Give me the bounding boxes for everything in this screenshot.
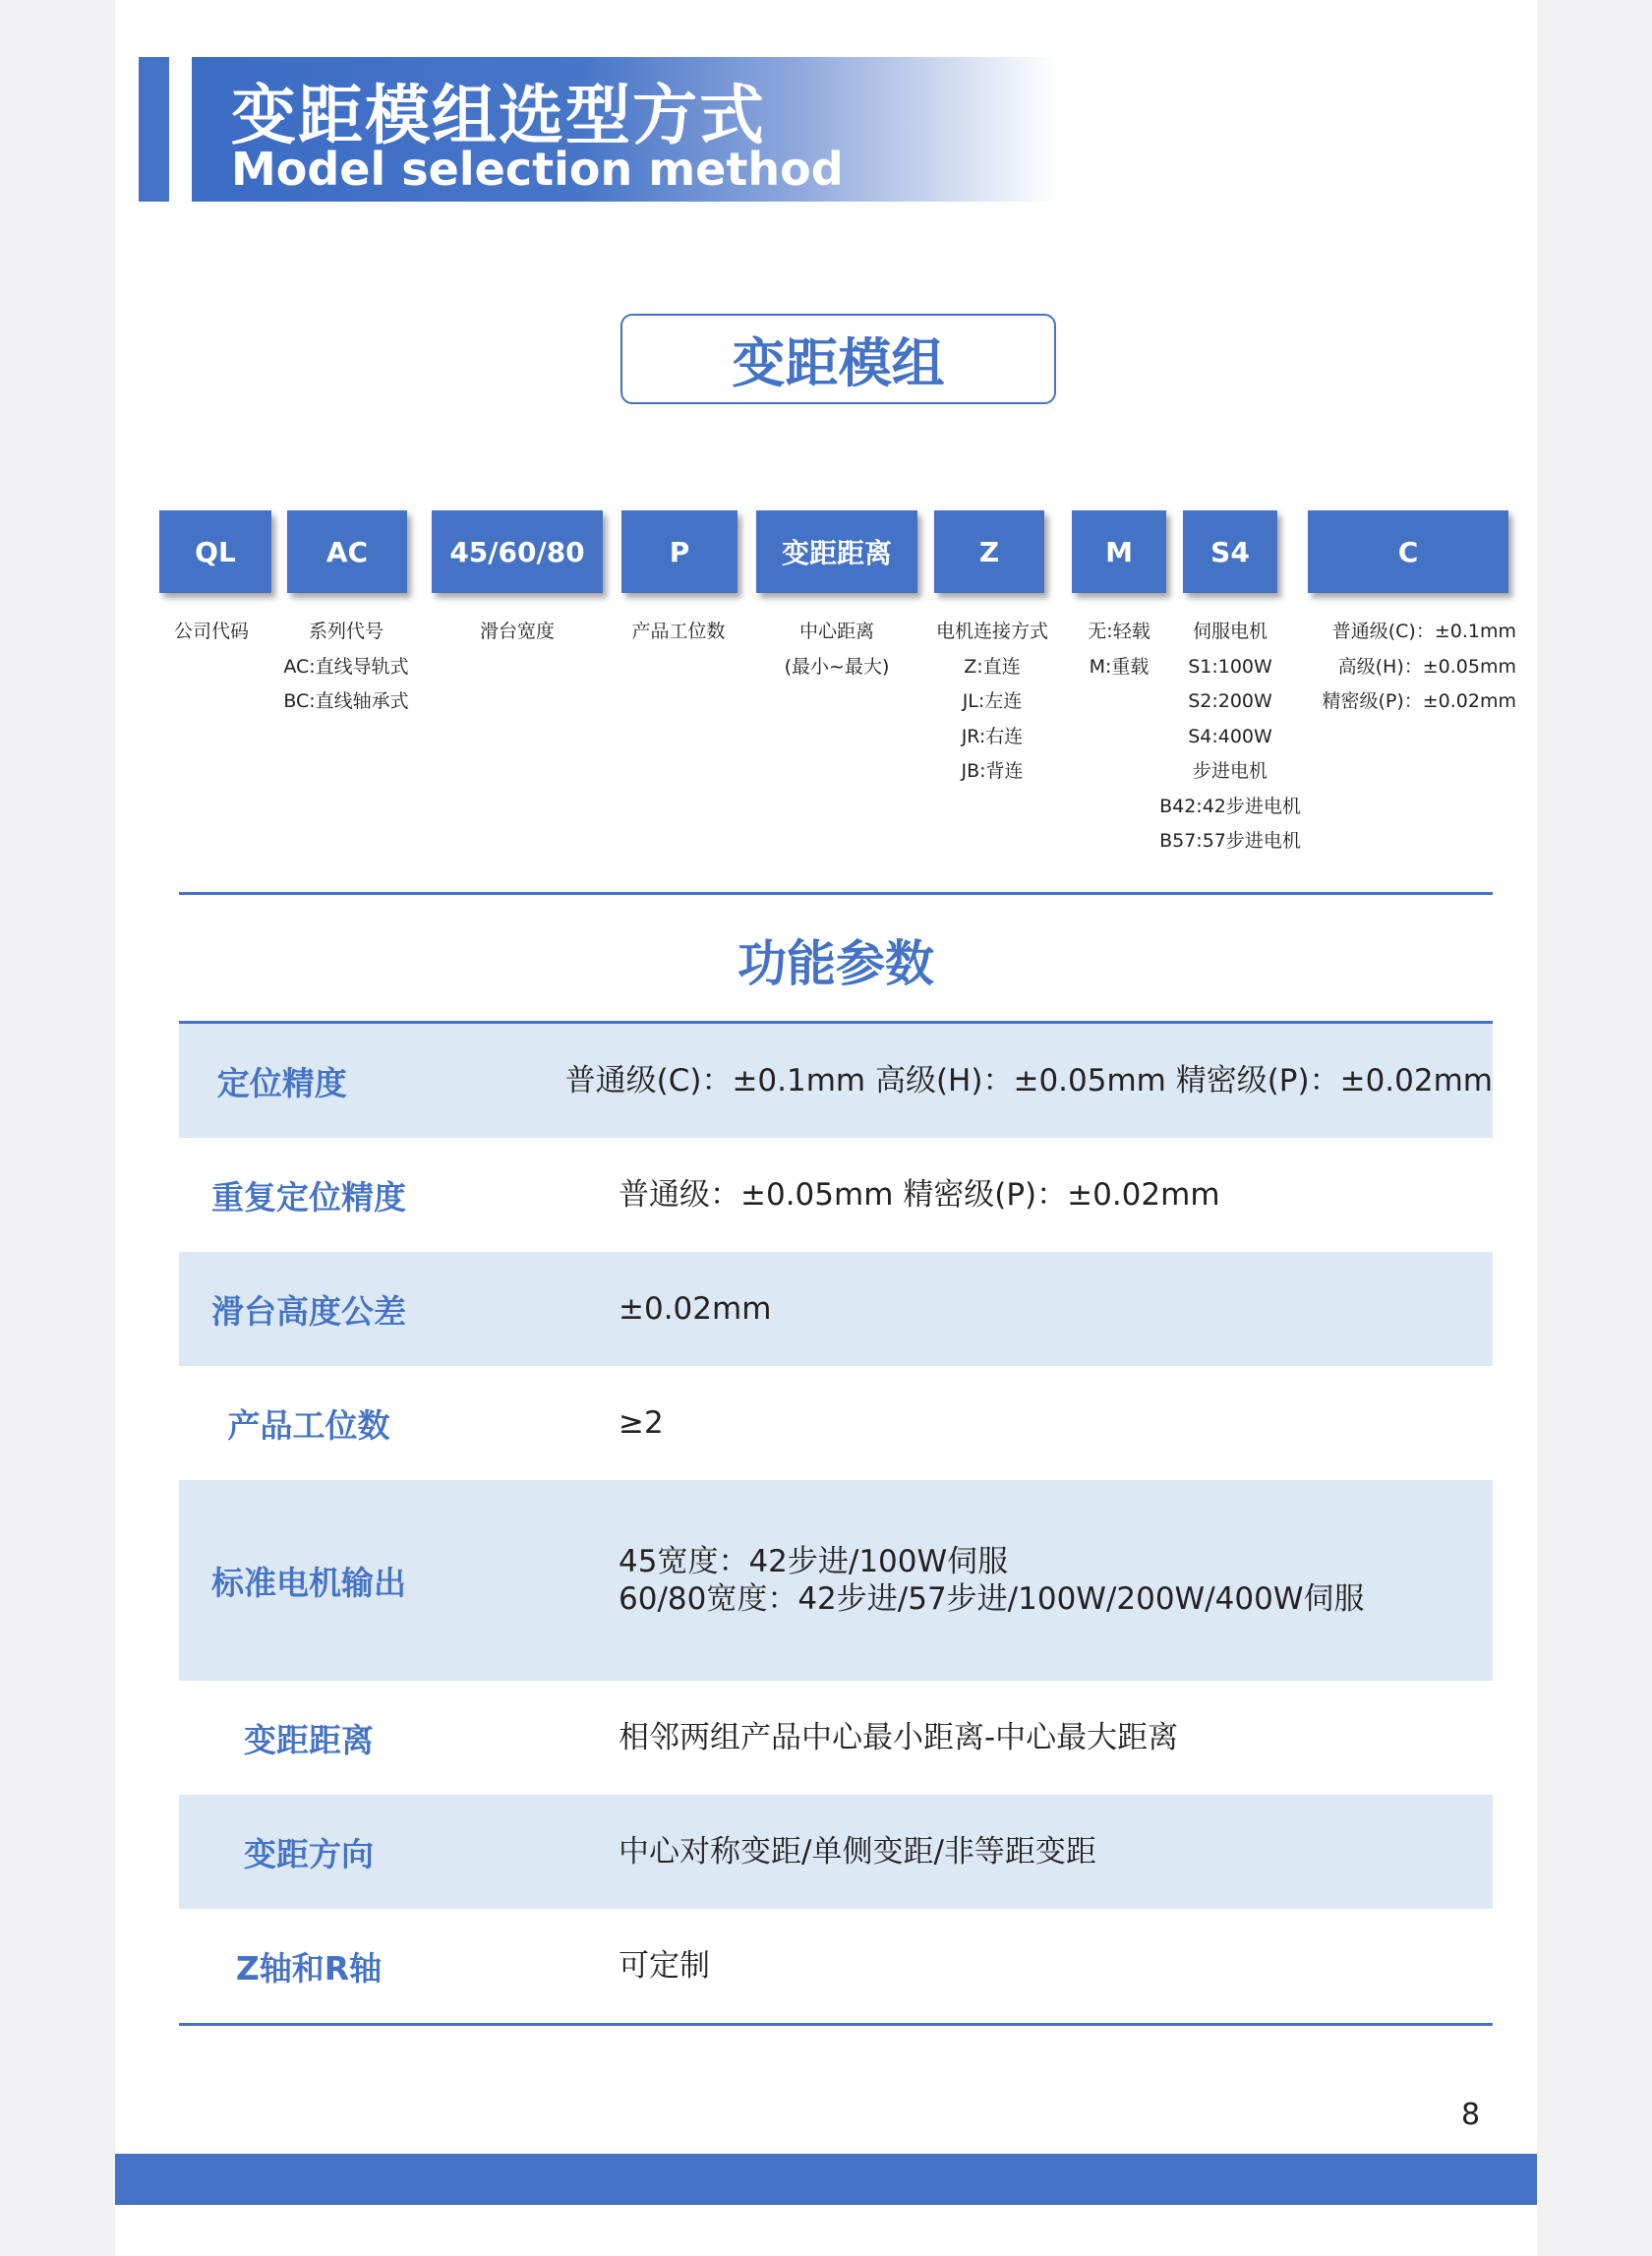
code-desc-precision: 普通级(C)：±0.1mm 高级(H)：±0.05mm 精密级(P)：±0.02mm — [1322, 621, 1516, 712]
param-row — [179, 1366, 1493, 1480]
divider-bottom — [179, 2023, 1493, 2026]
code-pitch-distance: 变距距离 — [756, 510, 917, 593]
param-label: 产品工位数 — [227, 1405, 390, 1445]
code-stations: P — [621, 510, 738, 593]
param-row — [179, 1681, 1493, 1795]
param-value: ±0.02mm — [619, 1291, 772, 1327]
code-desc-motor-connection: 电机连接方式 Z:直连 JL:左连 JR:右连 JB:背连 — [935, 621, 1048, 782]
page-number: 8 — [1461, 2098, 1481, 2132]
code-desc-motor: 伺服电机 S1:100W S2:200W S4:400W 步进电机 B42:42步进电机 B57:57步进电机 — [1159, 621, 1301, 852]
code-desc-series: 系列代号 AC:直线导轨式 BC:直线轴承式 — [283, 621, 409, 712]
param-row — [179, 1138, 1493, 1252]
param-value: 普通级(C)：±0.1mm 高级(H)：±0.05mm 精密级(P)：±0.02mm — [564, 1063, 1493, 1098]
param-row — [179, 1252, 1493, 1366]
code-desc-stations: 产品工位数 — [631, 621, 726, 642]
param-label: 变距距离 — [244, 1720, 374, 1759]
divider-top — [179, 892, 1493, 895]
code-desc-pitch-distance: 中心距离 (最小~最大) — [784, 621, 890, 678]
param-row — [179, 1024, 1493, 1138]
param-value: ≥2 — [619, 1405, 664, 1441]
param-label: 滑台高度公差 — [211, 1291, 406, 1331]
param-value: 可定制 — [619, 1948, 710, 1984]
module-title-box — [620, 314, 1056, 404]
header-accent-bar — [139, 57, 169, 202]
param-value: 普通级：±0.05mm 精密级(P)：±0.02mm — [619, 1177, 1220, 1213]
code-precision: C — [1308, 510, 1508, 593]
param-value: 45宽度：42步进/100W伺服 60/80宽度：42步进/57步进/100W/200W/400W伺服 — [619, 1544, 1365, 1617]
code-width: 45/60/80 — [432, 510, 603, 593]
header-title-en: Model selection method — [231, 143, 844, 196]
param-value: 中心对称变距/单侧变距/非等距变距 — [619, 1834, 1096, 1870]
param-label: 重复定位精度 — [211, 1177, 406, 1217]
param-label: 变距方向 — [244, 1834, 374, 1873]
code-motor: S4 — [1183, 510, 1277, 593]
param-label: 标准电机输出 — [211, 1563, 406, 1602]
code-series: AC — [287, 510, 407, 593]
param-label: 定位精度 — [216, 1063, 347, 1102]
code-company: QL — [159, 510, 271, 593]
param-row — [179, 1909, 1493, 2023]
param-row — [179, 1795, 1493, 1909]
header-title-cn: 变距模组选型方式 — [231, 78, 766, 153]
param-label: Z轴和R轴 — [235, 1948, 383, 1988]
code-desc-load: 无:轻载 M:重载 — [1088, 621, 1150, 678]
param-row — [179, 1480, 1493, 1681]
code-load: M — [1072, 510, 1166, 593]
code-desc-width: 滑台宽度 — [479, 621, 555, 642]
code-motor-connection: Z — [934, 510, 1044, 593]
code-desc-company: 公司代码 — [173, 621, 249, 642]
footer-bar — [115, 2154, 1537, 2205]
module-title: 变距模组 — [732, 331, 945, 394]
param-value: 相邻两组产品中心最小距离-中心最大距离 — [619, 1720, 1179, 1755]
params-title: 功能参数 — [738, 935, 934, 992]
